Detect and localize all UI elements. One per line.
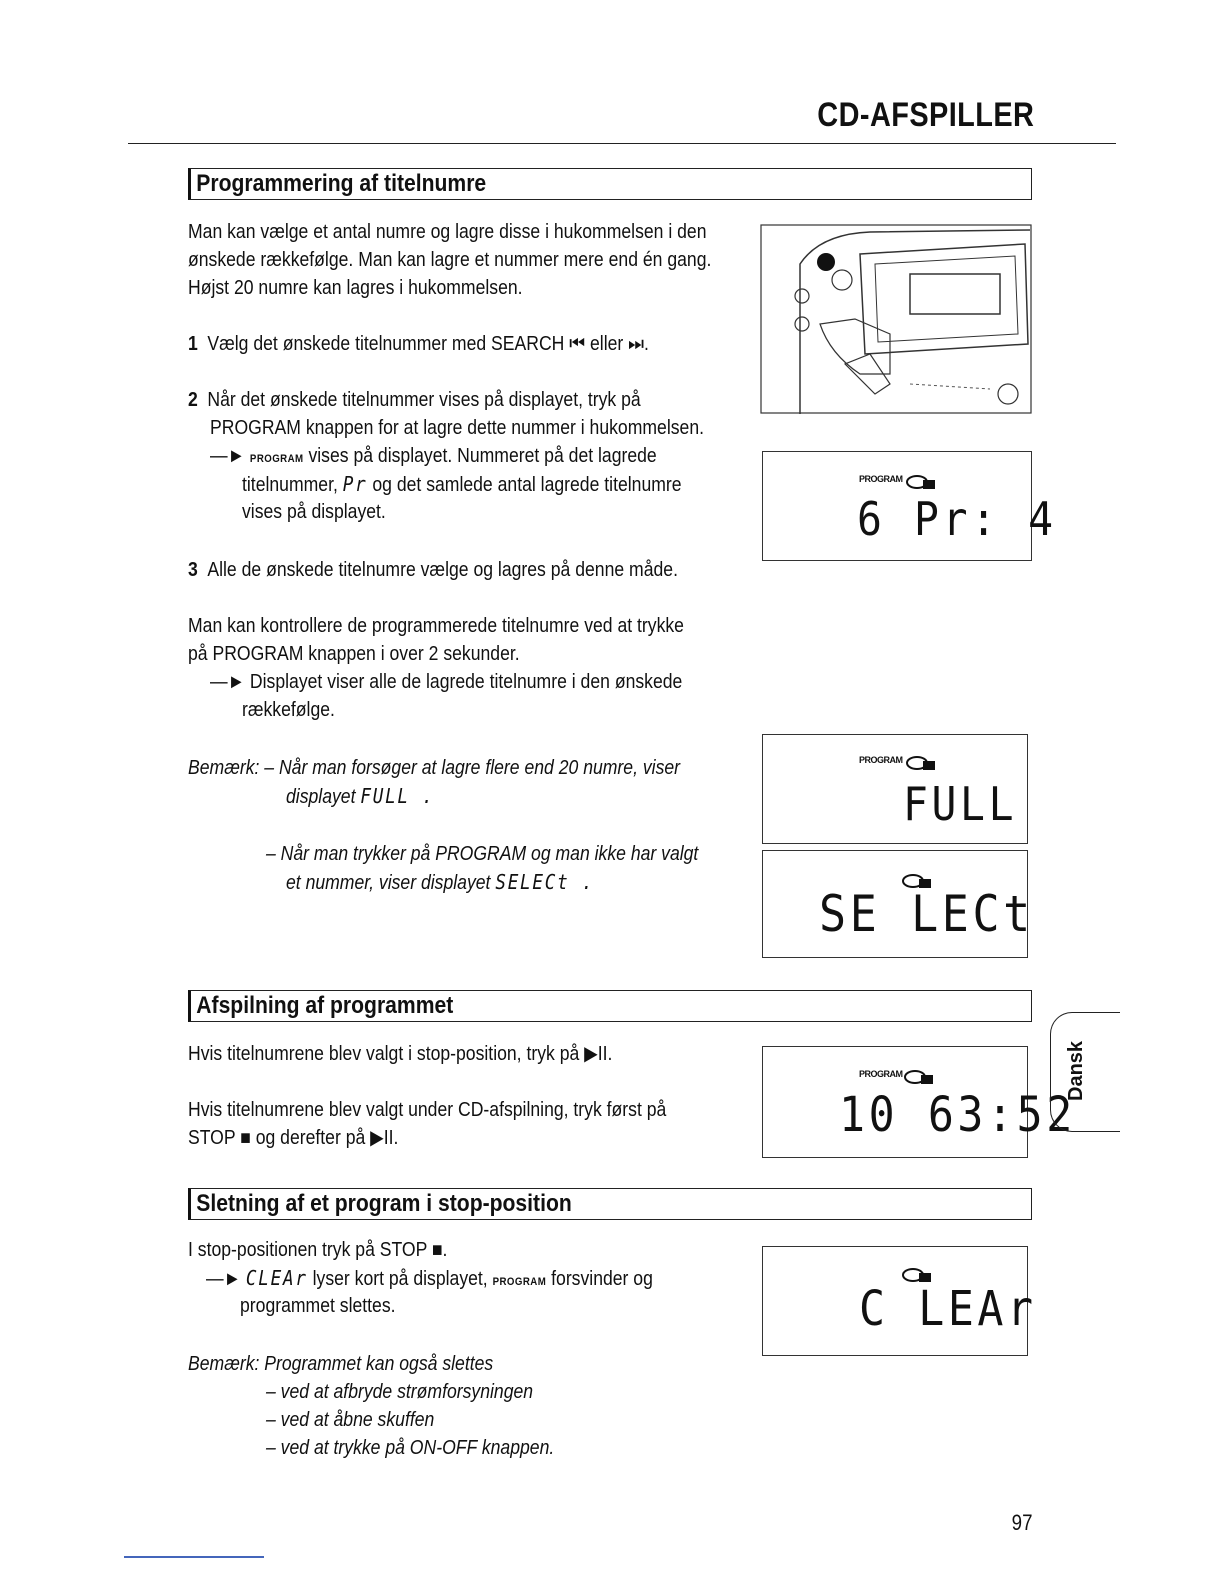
step-3: 3 Alle de ønskede titelnumre vælge og lagres på denne måde. bbox=[188, 559, 678, 581]
playback-p2-line-1: Hvis titelnumrene blev valgt under CD-afspilning, tryk først på bbox=[188, 1099, 667, 1121]
cd-icon bbox=[905, 474, 937, 490]
check-line-2: på PROGRAM knappen i over 2 sekunder. bbox=[188, 643, 520, 665]
lcd-readout: FULL bbox=[903, 777, 1018, 831]
lcd-display-clear bbox=[762, 1246, 1037, 1356]
check-line-1: Man kan kontrollere de programmerede titelnumre ved at trykke bbox=[188, 615, 684, 637]
step-2-result: —► PROGRAM vises på displayet. Nummeret på det lagrede bbox=[210, 445, 657, 467]
lcd-display-full bbox=[762, 734, 1028, 844]
section-heading-delete: Sletning af et program i stop-position bbox=[188, 1188, 1032, 1220]
delete-note: Bemærk: Programmet kan også slettes bbox=[188, 1353, 494, 1375]
program-indicator: PROGRAM bbox=[859, 474, 903, 484]
lcd-display-program bbox=[762, 451, 1057, 561]
intro-line-1: Man kan vælge et antal numre og lagre disse i hukommelsen i den bbox=[188, 221, 707, 243]
bottom-rule bbox=[124, 1556, 264, 1558]
header-rule bbox=[128, 143, 1116, 144]
cd-icon bbox=[905, 755, 937, 771]
note-select-line-2: et nummer, viser displayet SELECt . bbox=[286, 870, 595, 894]
step-1: 1 Vælg det ønskede titelnummer med SEARCH ⏮ eller ⏭. bbox=[188, 333, 649, 355]
check-result-1: —► Displayet viser alle de lagrede titelnumre i den ønskede bbox=[210, 671, 683, 693]
lcd-readout: 10 63:52 bbox=[839, 1087, 1076, 1143]
delete-note-3: – ved at trykke på ON-OFF knappen. bbox=[266, 1437, 555, 1459]
playback-p1: Hvis titelnumrene blev valgt i stop-position, tryk på ▶II. bbox=[188, 1043, 613, 1065]
page-title: CD-AFSPILLER bbox=[816, 96, 1034, 134]
lcd-readout: C LEAr bbox=[859, 1281, 1037, 1337]
step-2-line-2: PROGRAM knappen for at lagre dette nummer i hukommelsen. bbox=[210, 417, 704, 439]
program-indicator: PROGRAM bbox=[859, 755, 903, 765]
step-2-result-line-2: titelnummer, Pr og det samlede antal lagrede titelnumre bbox=[242, 472, 682, 496]
check-result-2: rækkefølge. bbox=[242, 699, 335, 721]
intro-line-3: Højst 20 numre kan lagres i hukommelsen. bbox=[188, 277, 523, 299]
delete-p1: I stop-positionen tryk på STOP ■. bbox=[188, 1239, 448, 1261]
lcd-readout: 6 Pr: 4 bbox=[857, 492, 1057, 546]
section-heading-programming: Programmering af titelnumre bbox=[188, 168, 1032, 200]
delete-note-2: – ved at åbne skuffen bbox=[266, 1409, 435, 1431]
cd-icon bbox=[903, 1069, 935, 1085]
note-full: Bemærk: – Når man forsøger at lagre flere end 20 numre, viser bbox=[188, 757, 681, 779]
delete-result: —► CLEAr lyser kort på displayet, PROGRAM forsvinder og bbox=[206, 1266, 653, 1290]
step-2-result-line-3: vises på displayet. bbox=[242, 501, 386, 523]
playback-p2-line-2: STOP ■ og derefter på ▶II. bbox=[188, 1127, 399, 1149]
note-select: – Når man trykker på PROGRAM og man ikke har valgt bbox=[266, 843, 699, 865]
delete-note-1: – ved at afbryde strømforsyningen bbox=[266, 1381, 534, 1403]
step-2: 2 Når det ønskede titelnummer vises på displayet, tryk på bbox=[188, 389, 641, 411]
arrow-icon: —► bbox=[206, 1268, 242, 1290]
lcd-display-time bbox=[762, 1046, 1076, 1158]
section-heading-playback: Afspilning af programmet bbox=[188, 990, 1032, 1022]
delete-result-line-2: programmet slettes. bbox=[240, 1295, 396, 1317]
arrow-icon: —► bbox=[210, 671, 246, 693]
page-number: 97 bbox=[1011, 1510, 1032, 1535]
program-indicator: PROGRAM bbox=[859, 1069, 903, 1079]
arrow-icon: —► bbox=[210, 445, 246, 467]
cd-player-drawing bbox=[760, 224, 1032, 414]
note-full-line-2: displayet FULL . bbox=[286, 784, 435, 808]
intro-line-2: ønskede rækkefølge. Man kan lagre et nummer mere end én gang. bbox=[188, 249, 712, 271]
lcd-display-select bbox=[762, 850, 1034, 958]
lcd-readout: SE LECt bbox=[819, 885, 1034, 943]
language-tab: Dansk bbox=[1050, 1012, 1120, 1132]
device-illustration bbox=[760, 224, 1032, 414]
